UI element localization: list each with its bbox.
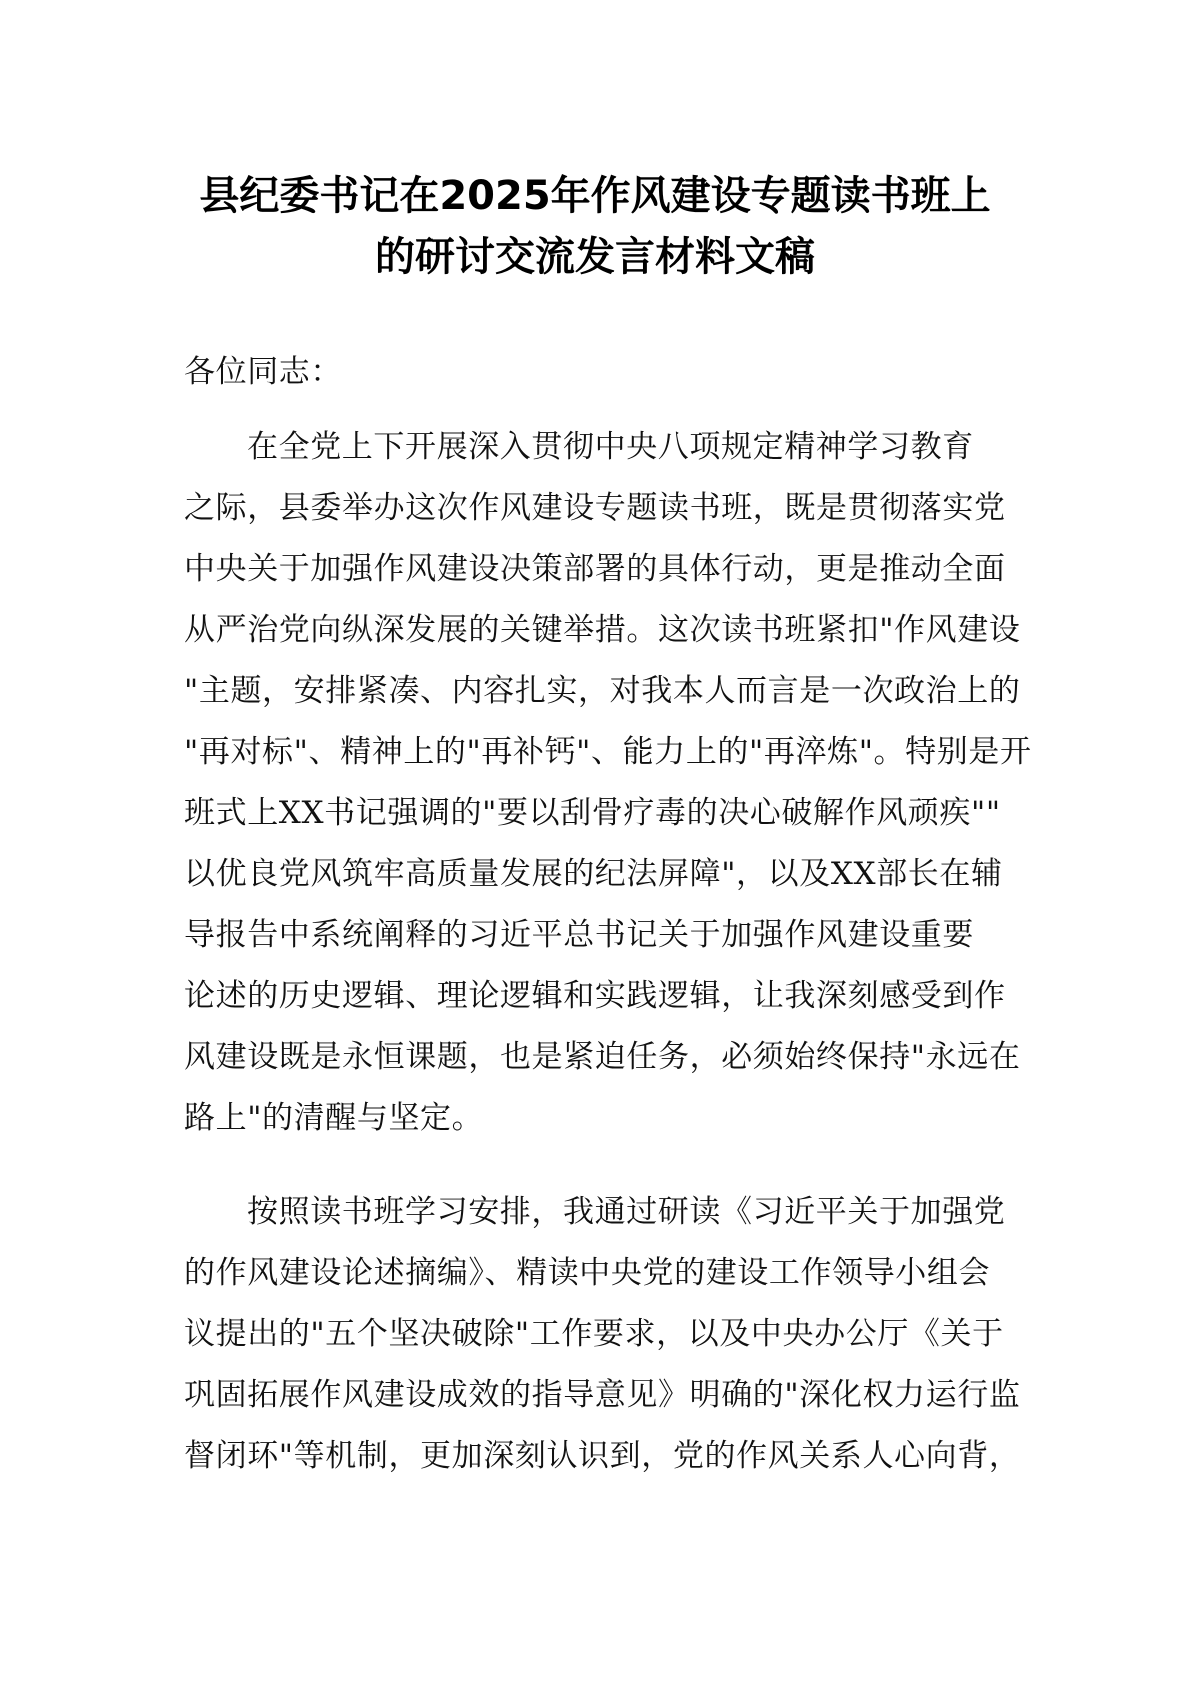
document-title (0, 166, 1190, 288)
paragraph-line: 路上"的清醒与坚定。 (184, 1100, 484, 1136)
paragraph-line: 之际，县委举办这次作风建设专题读书班，既是贯彻落实党 (184, 490, 1006, 526)
paragraph-line: 巩固拓展作风建设成效的指导意见》明确的"深化权力运行监 (184, 1377, 1021, 1413)
paragraph-line: 风建设既是永恒课题，也是紧迫任务，必须始终保持"永远在 (184, 1039, 1021, 1075)
paragraph-line: 从严治党向纵深发展的关键举措。这次读书班紧扣"作风建设 (184, 612, 1021, 648)
paragraph-line: "主题，安排紧凑、内容扎实，对我本人而言是一次政治上的 (184, 673, 1021, 709)
paragraph-line: 导报告中系统阐释的习近平总书记关于加强作风建设重要 (184, 917, 974, 953)
paragraph-line: 在全党上下开展深入贯彻中央八项规定精神学习教育 (247, 429, 974, 465)
paragraph-line: 督闭环"等机制，更加深刻认识到，党的作风关系人心向背， (184, 1438, 1021, 1474)
paragraph-1 (184, 417, 1032, 1149)
paragraph-line: 的作风建设论述摘编》、精读中央党的建设工作领导小组会 (184, 1255, 991, 1291)
title-line: 的研讨交流发言材料文稿 (375, 234, 815, 280)
title-line: 县纪委书记在2025年作风建设专题读书班上 (199, 173, 991, 219)
paragraph-line: 论述的历史逻辑、理论逻辑和实践逻辑，让我深刻感受到作 (184, 978, 1006, 1014)
paragraph-line: 议提出的"五个坚决破除"工作要求，以及中央办公厅《关于 (184, 1316, 1004, 1352)
paragraph-line: 中央关于加强作风建设决策部署的具体行动，更是推动全面 (184, 551, 1006, 587)
paragraph-2 (184, 1182, 1021, 1487)
paragraph-line: 以优良党风筑牢高质量发展的纪法屏障"，以及XX部长在辅 (184, 856, 1003, 892)
paragraph-line: 班式上XX书记强调的"要以刮骨疗毒的决心破解作风顽疾"" (184, 795, 1001, 831)
paragraph-line: "再对标"、精神上的"再补钙"、能力上的"再淬炼"。特别是开 (184, 734, 1032, 770)
paragraph-line: 按照读书班学习安排，我通过研读《习近平关于加强党 (247, 1194, 1006, 1230)
salutation: 各位同志： (184, 354, 342, 390)
